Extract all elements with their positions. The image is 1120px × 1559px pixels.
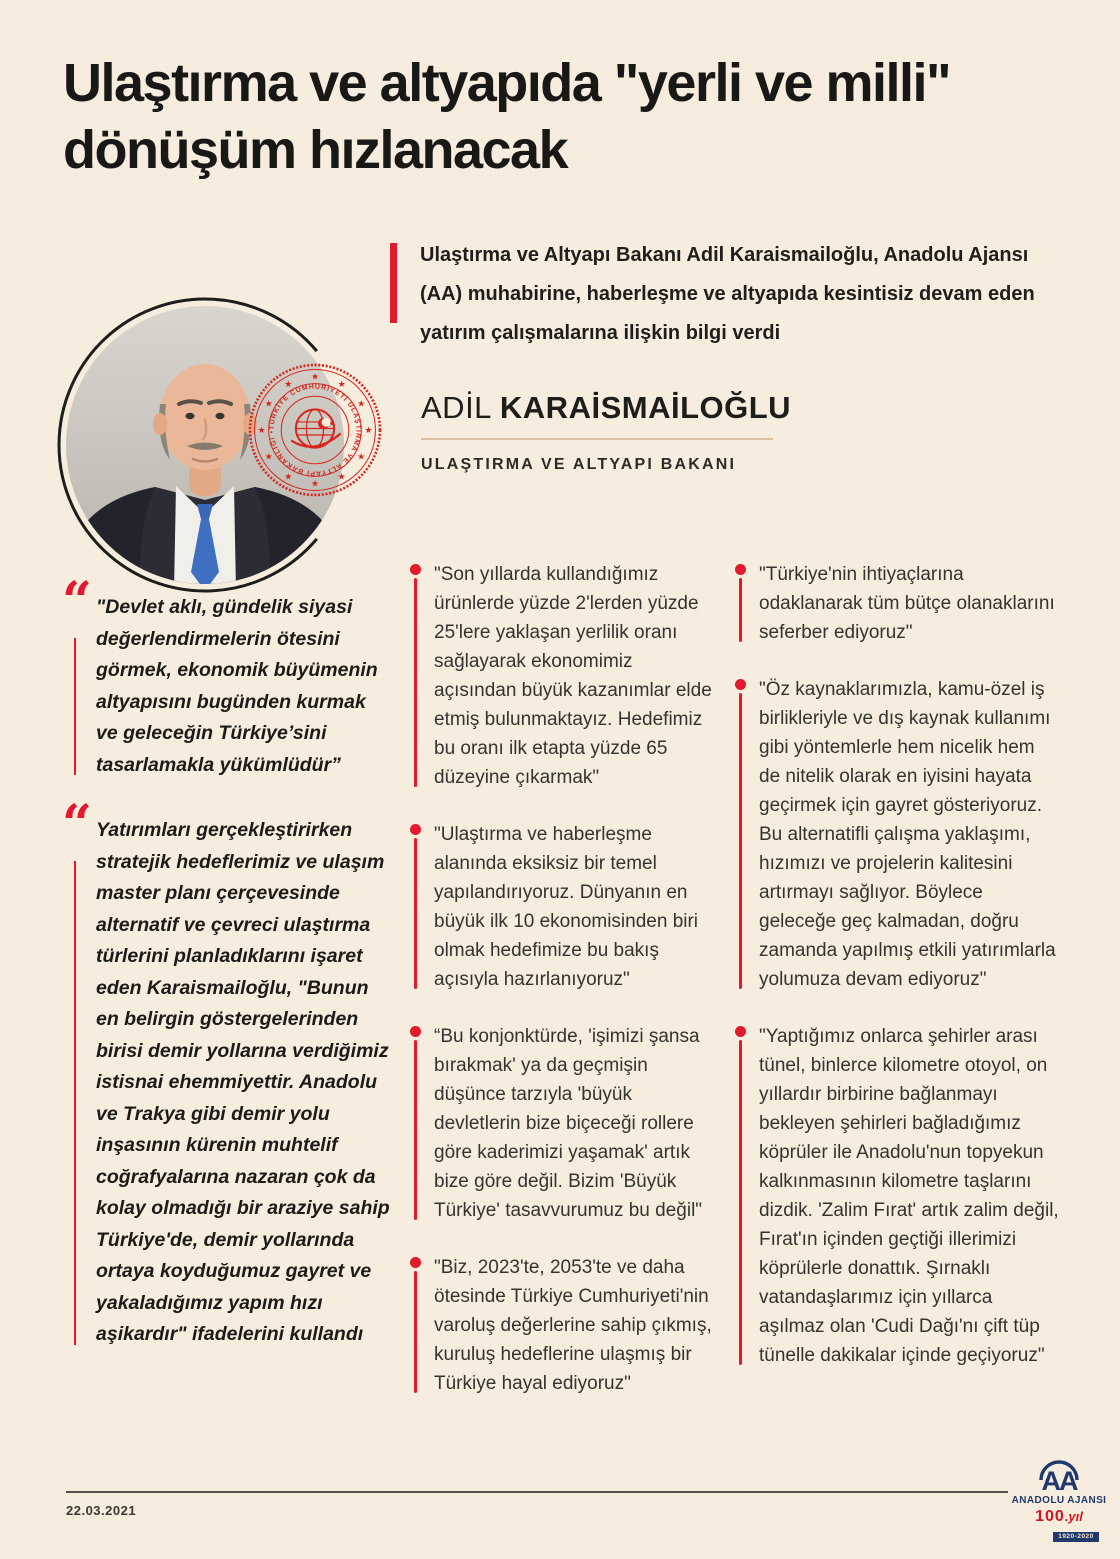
svg-text:★: ★ (337, 378, 346, 389)
agency-name: ANADOLU AJANSI (1011, 1495, 1107, 1506)
svg-text:★: ★ (364, 425, 373, 436)
minister-name-block (421, 390, 841, 474)
ministry-seal (247, 362, 383, 498)
left-quote-column (62, 571, 392, 1385)
intro-block (390, 236, 1066, 353)
quote-text: "Öz kaynaklarımızla, kamu-özel iş birlikleriyle ve dış kaynak kullanımı gibi yöntemlerle hem nicelik hem de nitelik olarak en iyisini hayata geçirmek için gayret gösteriyoruz. Bu alternatifli çalışma yaklaşımı, hızımızı ve projelerin kalitesini artırmayı sağlıyor. Böylece geleceğe geç kalmadan, doğru zamanda yapılmış etkili yatırımlarla yolumuza devam ediyoruz" (759, 679, 1056, 990)
quote-text: “Bu konjonktürde, 'işimizi şansa bırakmak' ya da geçmişin düşünce tarzıyla 'büyük devletlerin bize biçeceği rollere göre kaderimizi yaşamak' artık bize göre değil. Bizim 'Büyük Türkiye' tasavvurumuz bu değil" (434, 1026, 703, 1221)
svg-text:★: ★ (329, 421, 335, 428)
centennial-years: 1920-2020 (1053, 1532, 1099, 1542)
aa-monogram-text: AA (1041, 1466, 1077, 1494)
svg-text:★: ★ (264, 451, 273, 462)
minister-first-name: ADİL (421, 390, 491, 425)
publish-date: 22.03.2021 (66, 1503, 137, 1518)
intro-accent-bar (390, 243, 397, 323)
quote-text: Yatırımları gerçekleştirirken stratejik hedeflerimiz ve ulaşım master planı çerçevesinde alternatif ve çevreci ulaştırma türlerini planladıklarını işaret eden Karaismailoğlu, "Bunun en belirgin göstergelerinden birisi demir yollarına verdiğimiz istisnai ehemmiyettir. Anadolu ve Trakya gibi demir yolu inşasının kürenin muhtelif coğrafyalarına nazaran çok da kolay olmadığı bir araziye sahip Türkiye'de, demir yollarında ortaya koyduğumuz gayret ve yakaladığımız yapım hızı aşikardır" ifadelerini kullandı (96, 819, 390, 1345)
name-divider (421, 438, 773, 440)
svg-text:★: ★ (284, 378, 293, 389)
headline: Ulaştırma ve altyapıda "yerli ve milli" dönüşüm hızlanacak (63, 53, 951, 180)
anadolu-agency-logo (1003, 1452, 1115, 1543)
svg-text:★: ★ (284, 471, 293, 482)
bullet-quote (735, 675, 1059, 994)
svg-text:★: ★ (357, 451, 366, 462)
seal-text: TÜRKİYE CUMHURİYETİ ULAŞTIRMA VE ALTYAPI BAKANLIĞI • (268, 383, 362, 477)
aa-monogram-icon (1029, 1452, 1089, 1494)
svg-text:★: ★ (310, 478, 320, 489)
centennial-number: 100 (1035, 1508, 1065, 1525)
quote-text: "Biz, 2023'te, 2053'te ve daha ötesinde Türkiye Cumhuriyeti'nin varoluş değerlerine sahip çıkmış, kuruluş hedeflerine ulaşmış bir Türkiye hayal ediyoruz" (434, 1257, 712, 1394)
quote-text: "Yaptığımız onlarca şehirler arası tünel, binlerce kilometre otoyol, on yıllardır birbirine bağlanmayı bekleyen şehirleri bağladığımız köprüler ile Anadolu'nun topyekun kalkınmasının kilometre taşlarını dizdik. 'Zalim Fırat' artık zalim değil, Fırat'ın içinden geçtiği illerimizi köprülerle donattık. Şırnaklı vatandaşlarımız için yıllarca aşılmaz olan 'Cudi Dağı'nı çift tüp tünelle dakikalar içinde geçiyoruz" (759, 1026, 1059, 1366)
bullet-quote (410, 1253, 718, 1398)
svg-text:★: ★ (357, 398, 366, 409)
quote-text: "Devlet aklı, gündelik siyasi değerlendirmelerin ötesini görmek, ekonomik büyümenin altyapısını bugünden kurmak ve geleceğin Türkiye’sini tasarlamakla yükümlüdür” (96, 596, 378, 776)
middle-quote-column (410, 560, 718, 1426)
footer-divider (66, 1491, 1008, 1493)
quote-block (62, 571, 392, 781)
bullet-quote (410, 1022, 718, 1225)
minister-name (421, 390, 841, 426)
quote-mark-icon: “ (62, 571, 92, 632)
centennial-suffix: .yıl (1064, 1509, 1083, 1524)
right-quote-column (735, 560, 1059, 1398)
bullet-quote (735, 1022, 1059, 1370)
quote-mark-icon: “ (62, 794, 92, 855)
svg-text:★: ★ (337, 471, 346, 482)
bullet-quote (735, 560, 1059, 647)
intro-text: Ulaştırma ve Altyapı Bakanı Adil Karaismailoğlu, Anadolu Ajansı (AA) muhabirine, haberleşme ve altyapıda kesintisiz devam eden yatırım çalışmalarına ilişkin bilgi verdi (420, 244, 1035, 344)
quote-block (62, 794, 392, 1351)
bullet-quote (410, 820, 718, 994)
globe-icon (291, 409, 340, 447)
quote-text: "Ulaştırma ve haberleşme alanında eksiksiz bir temel yapılandırıyoruz. Dünyanın en büyük ilk 10 ekonomisinden biri olmak hedefimize bu bakış açısıyla hazırlanıyoruz" (434, 824, 699, 990)
svg-text:★: ★ (264, 398, 273, 409)
bullet-quote (410, 560, 718, 792)
minister-last-name: KARAİSMAİLOĞLU (499, 390, 792, 425)
quote-text: "Son yıllarda kullandığımız ürünlerde yüzde 2'lerden yüzde 25'lere yaklaşan yerlilik oranı sağlayarak ekonomimiz açısından büyük kazanımlar elde etmiş bulunmaktayız. Hedefimiz bu oranı ilk etapta yüzde 65 düzeyine çıkarmak" (434, 564, 712, 788)
svg-text:★: ★ (310, 371, 320, 382)
minister-role: ULAŞTIRMA VE ALTYAPI BAKANI (421, 456, 737, 473)
svg-text:★: ★ (257, 425, 266, 436)
quote-text: "Türkiye'nin ihtiyaçlarına odaklanarak tüm bütçe olanaklarını seferber ediyoruz" (759, 564, 1055, 643)
centennial-mark (1003, 1509, 1115, 1525)
